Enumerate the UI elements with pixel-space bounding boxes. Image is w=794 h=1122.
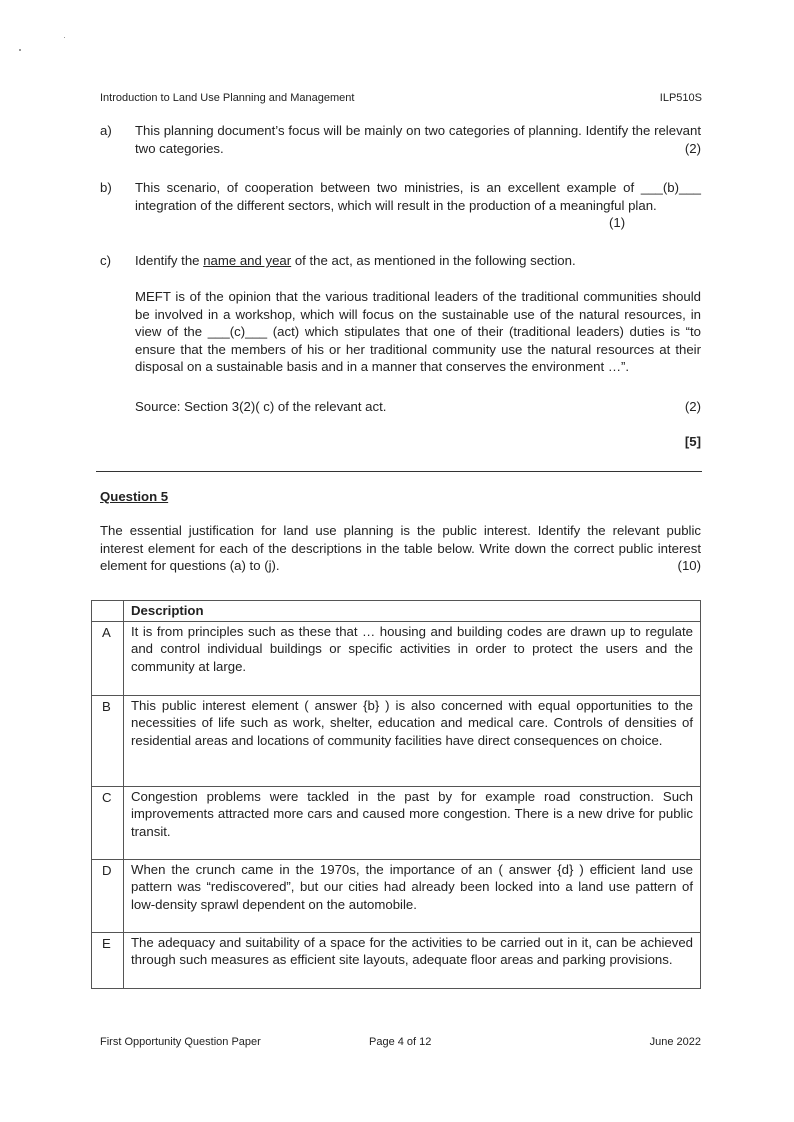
row-description: When the crunch came in the 1970s, the importance of an ( answer {d} ) efficient land use pattern was “rediscovered”, but our cities had already been locked into a land use pattern of low-density sprawl dependent on the automobile. <box>124 859 701 932</box>
row-description: Congestion problems were tackled in the past by for example road construction. Such improvements attracted more cars and caused more congestion. There is a new drive for public transit. <box>124 786 701 859</box>
question-label: a) <box>100 123 112 138</box>
question-label: b) <box>100 180 112 195</box>
table-row <box>92 695 701 786</box>
row-letter: B <box>92 695 124 786</box>
table-cell <box>92 601 124 622</box>
table-header-row <box>92 601 701 622</box>
row-description: This public interest element ( answer {b} ) is also concerned with equal opportunities to the necessities of life such as work, shelter, education and medical care. Controls of densities of residential areas and locations of community facilities have direct consequences on choice. <box>124 695 701 786</box>
row-description: The adequacy and suitability of a space for the activities to be carried out in it, can be achieved through such measures as efficient site layouts, adequate floor areas and parking provisions. <box>124 932 701 988</box>
row-letter: E <box>92 932 124 988</box>
question-text: This planning document’s focus will be mainly on two categories of planning. Identify the relevant two categories. <box>135 123 701 156</box>
table-row <box>92 859 701 932</box>
public-interest-table <box>91 600 701 989</box>
footer-date: June 2022 <box>649 1036 701 1048</box>
scan-mark <box>64 37 65 38</box>
page-number: Page 4 of 12 <box>369 1036 432 1048</box>
scan-mark <box>19 49 21 51</box>
question-text: Identify the name and year of the act, as mentioned in the following section. <box>135 253 576 268</box>
section-divider <box>96 471 702 472</box>
table-header-description: Description <box>124 601 701 622</box>
question-5-title: Question 5 <box>100 489 169 504</box>
course-title: Introduction to Land Use Planning and Management <box>100 92 355 104</box>
table-row <box>92 932 701 988</box>
table-row <box>92 621 701 695</box>
footer-left: First Opportunity Question Paper <box>100 1036 261 1048</box>
question-5-marks: (10) <box>677 558 701 573</box>
row-letter: C <box>92 786 124 859</box>
underlined-phrase: name and year <box>203 253 292 268</box>
course-code: ILP510S <box>659 92 702 104</box>
question-marks: (1) <box>609 215 626 230</box>
question-marks: (2) <box>684 399 701 414</box>
quoted-passage: MEFT is of the opinion that the various traditional leaders of the traditional communities should be involved in a workshop, which will focus on the sustainable use of the natural resources, in view of the ___(c)___ (act) which stipulates that one of their (traditional leaders) duties is “to ensure that the members of his or her traditional community use the natural resources at their disposal on a sustainable basis and in a manner that conserves the environment …”. <box>135 289 701 374</box>
table-row <box>92 786 701 859</box>
row-letter: D <box>92 859 124 932</box>
question-marks: (2) <box>684 141 701 156</box>
row-description: It is from principles such as these that … housing and building codes are drawn up to regulate and control individual buildings or specific activities in order to protect the users and the community at large. <box>124 621 701 695</box>
question-text: This scenario, of cooperation between two ministries, is an excellent example of ___(b)___ integration of the different sectors, which will result in the production of a meaningful plan. <box>135 180 701 213</box>
source-line: Source: Section 3(2)( c) of the relevant act. <box>135 399 387 414</box>
row-letter: A <box>92 621 124 695</box>
total-marks: [5] <box>684 434 701 449</box>
question-label: c) <box>100 253 111 268</box>
question-5-intro: The essential justification for land use planning is the public interest. Identify the relevant public interest element for each of the descriptions in the table below. Write down the correct public interest element for questions (a) to (j). (10) <box>100 523 701 573</box>
